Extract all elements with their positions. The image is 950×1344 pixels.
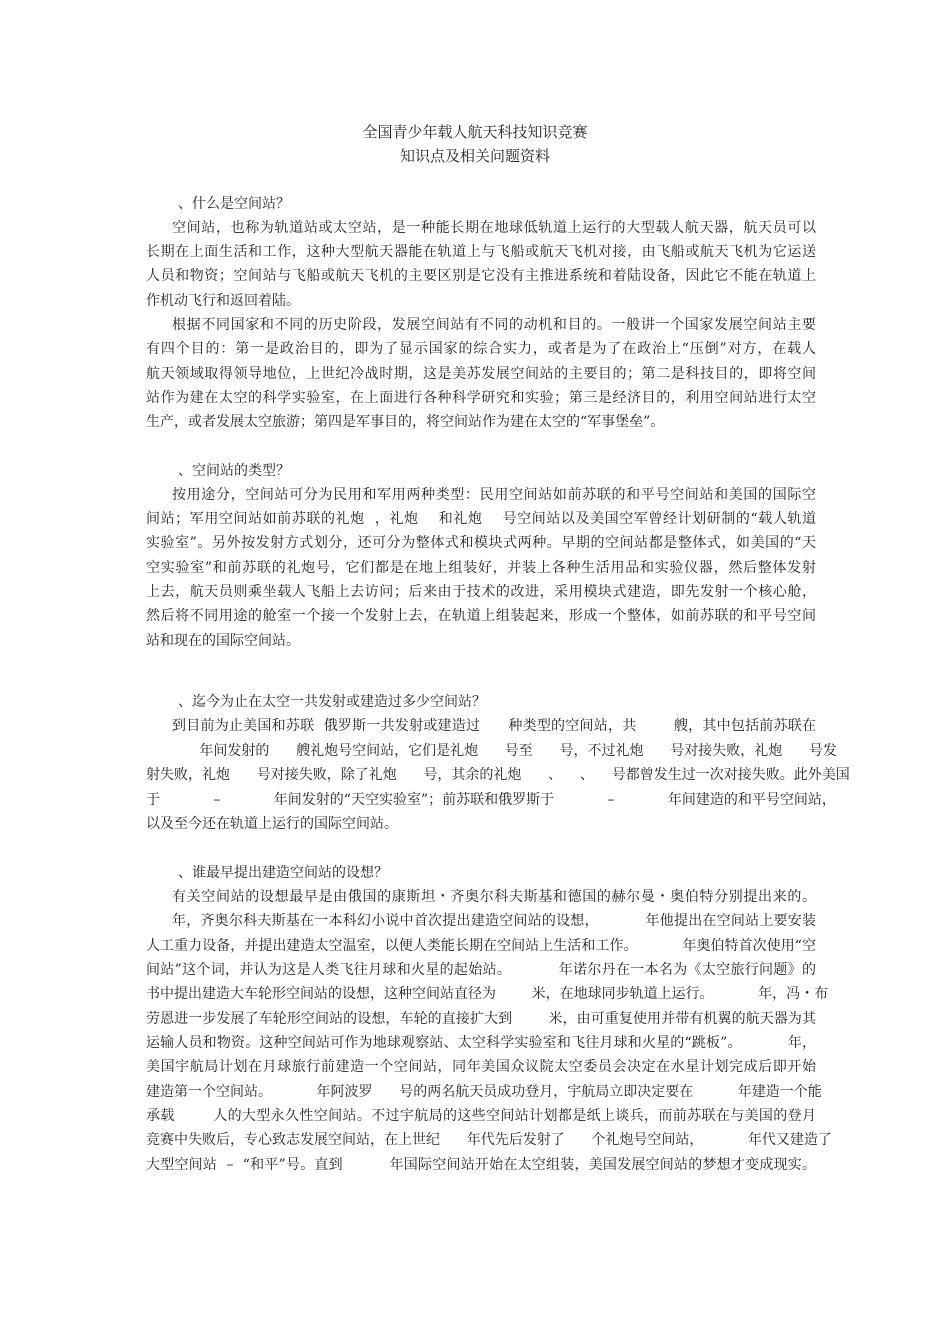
paragraph-line: 人工重力设备，并提出建造太空温室，以便人类能长期在空间站上生活和工作。 年奥伯特首次使用“空	[146, 938, 816, 954]
paragraph-line: 以及至今还在轨道上运行的国际空间站。	[146, 816, 398, 832]
paragraph-line: 年，齐奥尔科夫斯基在一本科幻小说中首次提出建造空间站的设想， 年他提出在空间站上要安装	[172, 913, 816, 929]
paragraph-line: 射失败，礼炮 号对接失败，除了礼炮 号，其余的礼炮 、 、 号都曾发生过一次对接失败。此外美国	[146, 767, 850, 783]
paragraph-line: 航天领域取得领导地位，上世纪冷战时期，这是美苏发展空间站的主要目的；第二是科技目的，即将空间	[146, 366, 816, 382]
paragraph-line: 有四个目的：第一是政治目的，即为了显示国家的综合实力，或者是为了在政治上“压倒”对方，在载人	[146, 341, 816, 357]
paragraph-line: 然后将不同用途的舱室一个接一个发射上去，在轨道上组装起来，形成一个整体，如前苏联的和平号空间	[146, 608, 816, 624]
paragraph-line: 按用途分，空间站可分为民用和军用两种类型：民用空间站如前苏联的和平号空间站和美国的国际空	[172, 487, 816, 503]
paragraph-line: 美国宇航局计划在月球旅行前建造一个空间站，同年美国众议院太空委员会决定在水星计划完成后即开始	[146, 1059, 816, 1075]
paragraph-line: 竞赛中失败后，专心致志发展空间站，在上世纪 年代先后发射了 个礼炮号空间站， 年代又建造了	[146, 1132, 832, 1148]
paragraph-line: 大型空间站 – “和平”号。直到 年国际空间站开始在太空组装，美国发展空间站的梦想才变成现实。	[146, 1157, 816, 1173]
paragraph-line: 人员和物资；空间站与飞船或航天飞机的主要区别是它没有主推进系统和着陆设备，因此它不能在轨道上	[146, 268, 816, 284]
paragraph-line: 空间站，也称为轨道站或太空站，是一种能长期在地球低轨道上运行的大型载人航天器，航天员可以	[172, 220, 816, 236]
paragraph-line: 建造第一个空间站。 年阿波罗 号的两名航天员成功登月，宇航局立即决定要在 年建造一个能	[146, 1084, 822, 1100]
paragraph-line: 生产，或者发展太空旅游；第四是军事目的，将空间站作为建在太空的“军事堡垒”。	[146, 414, 665, 430]
paragraph-line: 根据不同国家和不同的历史阶段，发展空间站有不同的动机和目的。一般讲一个国家发展空间站主要	[172, 317, 816, 333]
section-4-heading: 、谁最早提出建造空间站的设想？	[178, 865, 388, 881]
section-1-heading: 、什么是空间站？	[178, 196, 290, 212]
paragraph-line: 间站；军用空间站如前苏联的礼炮 ，礼炮 和礼炮 号空间站以及美国空军曾经计划研制的“载人轨道	[146, 511, 816, 527]
section-2-heading: 、空间站的类型？	[178, 463, 290, 479]
paragraph-line: 空实验室”和前苏联的礼炮号，它们都是在地上组装好，并装上各种生活用品和实验仪器，然后整体发射	[146, 560, 816, 576]
paragraph-line: 站作为建在太空的科学实验室，在上面进行各种科学研究和实验；第三是经济目的，利用空间站进行太空	[146, 390, 816, 406]
paragraph-line: 年间发射的 艘礼炮号空间站，它们是礼炮 号至 号，不过礼炮 号对接失败，礼炮 号发	[146, 743, 837, 759]
document-subtitle: 知识点及相关问题资料	[399, 147, 550, 165]
paragraph-line: 长期在上面生活和工作，这种大型航天器能在轨道上与飞船或航天飞机对接，由飞船或航天飞机为它运送	[146, 244, 816, 260]
paragraph-line: 到目前为止美国和苏联 俄罗斯一共发射或建造过 种类型的空间站，共 艘，其中包括前苏联在	[172, 718, 816, 734]
paragraph-line: 于 – 年间发射的“天空实验室”；前苏联和俄罗斯于 – 年间建造的和平号空间站，	[146, 792, 836, 808]
section-3-heading: 、迄今为止在太空一共发射或建造过多少空间站？	[178, 694, 486, 710]
paragraph-line: 间站”这个词，并认为这是人类飞往月球和火星的起始站。 年诺尔丹在一本名为《太空旅行问题》的	[146, 962, 816, 978]
paragraph-line: 运输人员和物资。这种空间站可作为地球观察站、太空科学实验室和飞往月球和火星的“跳板”。 年，	[146, 1035, 816, 1051]
paragraph-line: 承载 人的大型永久性空间站。不过宇航局的这些空间站计划都是纸上谈兵，而前苏联在与美国的登月	[146, 1108, 816, 1124]
paragraph-line: 作机动飞行和返回着陆。	[146, 293, 300, 309]
paragraph-line: 劳恩进一步发展了车轮形空间站的设想，车轮的直接扩大到 米，由可重复使用并带有机翼的航天器为其	[146, 1011, 816, 1027]
paragraph-line: 有关空间站的设想最早是由俄国的康斯坦・齐奥尔科夫斯基和德国的赫尔曼・奥伯特分别提出来的。	[172, 889, 816, 905]
paragraph-line: 书中提出建造大车轮形空间站的设想，这种空间站直径为 米，在地球同步轨道上运行。 年，冯・布	[146, 986, 829, 1002]
paragraph-line: 实验室”。另外按发射方式划分，还可分为整体式和模块式两种。早期的空间站都是整体式，如美国的“天	[146, 535, 816, 551]
paragraph-line: 站和现在的国际空间站。	[146, 633, 300, 649]
paragraph-line: 上去，航天员则乘坐载人飞船上去访问；后来由于技术的改进，采用模块式建造，即先发射一个核心舱，	[146, 584, 816, 600]
document-title: 全国青少年载人航天科技知识竞赛	[362, 123, 588, 141]
